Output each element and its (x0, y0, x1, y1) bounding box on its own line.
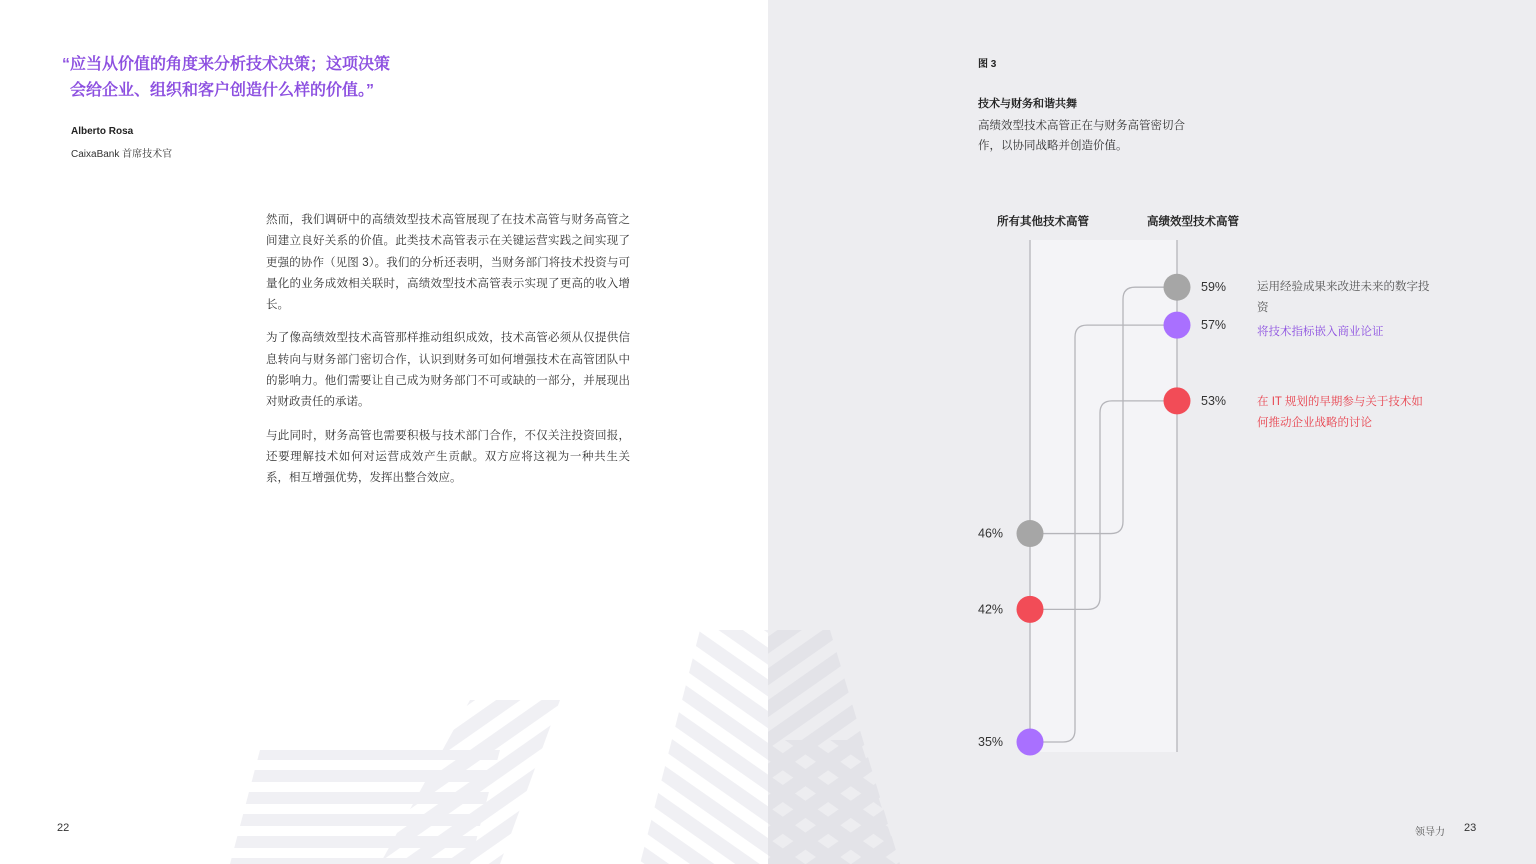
page-number-left: 22 (57, 822, 70, 834)
value-label-left: 42% (978, 602, 1004, 617)
value-label-left: 35% (978, 735, 1004, 749)
data-point-left (1017, 596, 1044, 623)
quote-line-1: “应当从价值的角度来分析技术决策；这项决策 (62, 56, 391, 73)
value-label-left: 46% (978, 526, 1004, 541)
value-label-right: 53% (1201, 393, 1227, 408)
figure-title: 技术与财务和谐共舞 (978, 98, 1077, 110)
data-point-right (1164, 312, 1191, 339)
body-paragraph: 与此同时，财务高管也需要积极与技术部门合作，不仅关注投资回报，还要理解技术如何对运营成效产生贡献。双方应将这视为一种共生关系，相互增强优势，发挥出整合效应。 (266, 429, 630, 485)
column-header-high-performing-cios: 高绩效型技术高管 (1147, 216, 1239, 228)
quote-author-name: Alberto Rosa (71, 126, 134, 137)
figure-subtitle: 高绩效型技术高管正在与财务高管密切合作，以协同战略并创造价值。 (978, 120, 1185, 152)
page-number-right: 23 (1464, 822, 1477, 834)
footer-section-name: 领导力 (1415, 827, 1445, 838)
data-point-right (1164, 274, 1191, 301)
column-header-other-cios: 所有其他技术高管 (997, 216, 1089, 228)
body-paragraph: 为了像高绩效型技术高管那样推动组织成效，技术高管必须从仅提供信息转向与财务部门密切合作，认识到财务可如何增强技术在高管团队中的影响力。他们需要让自己成为财务部门不可或缺的一部分，并展现出对财政责任的承诺。 (266, 332, 630, 409)
data-point-right (1164, 387, 1191, 414)
series-label-it-planning: 在 IT 规划的早期参与关于技术如何推动企业战略的讨论 (1257, 396, 1423, 429)
quote-author-title: CaixaBank 首席技术官 (71, 149, 173, 160)
data-point-left (1017, 520, 1044, 547)
value-label-right: 59% (1201, 280, 1227, 295)
data-point-left (1017, 729, 1044, 756)
value-label-right: 57% (1201, 318, 1227, 333)
series-label-digital-investment: 运用经验成果来改进未来的数字投资 (1257, 281, 1430, 314)
figure-label: 图 3 (978, 59, 997, 70)
body-paragraph: 然而，我们调研中的高绩效型技术高管展现了在技术高管与财务高管之间建立良好关系的价值。此类技术高管表示在关键运营实践之间实现了更强的协作（见图 3）。我们的分析还表明，当财务部门将技术投资与可量化的业务成效相关联时，高绩效型技术高管表示实现了更高的收入增长。 (266, 214, 630, 312)
series-label-tech-metrics: 将技术指标嵌入商业论证 (1257, 326, 1384, 338)
chart-band (1030, 240, 1177, 752)
quote-line-2: 会给企业、组织和客户创造什么样的价值。” (70, 82, 375, 99)
